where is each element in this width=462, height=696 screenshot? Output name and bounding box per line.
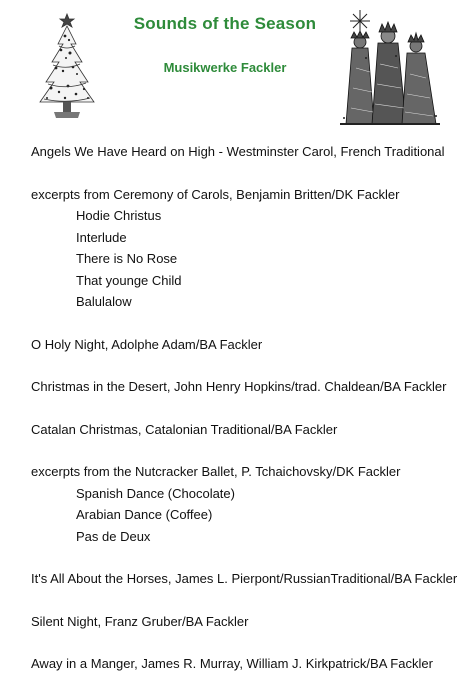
program-entry [31,184,456,313]
program-entry [31,141,456,163]
program-movement: Balulalow [76,294,132,309]
program-entry-title: Christmas in the Desert, John Henry Hopkins/trad. Chaldean/BA Fackler [31,379,447,394]
program-entry-title: excerpts from Ceremony of Carols, Benjamin Britten/DK Fackler [31,186,400,202]
page-subtitle: Musikwerke Fackler [163,60,287,75]
program-movement: There is No Rose [76,251,178,266]
program-entry [31,461,456,547]
program-entry [31,653,456,675]
program-entry [31,376,456,398]
program-entry [31,611,456,633]
program-entry-title: Away in a Manger, James R. Murray, William J. Kirkpatrick/BA Fackler [31,656,433,671]
program-movement: Spanish Dance (Chocolate) [76,485,235,501]
program-entry [31,568,456,590]
program-movement: That younge Child [76,272,182,288]
program-entry-title: O Holy Night, Adolphe Adam/BA Fackler [31,336,263,352]
page-title: Sounds of the Season [133,14,317,33]
program-movement: Interlude [76,229,127,245]
program-movement: Hodie Christus [76,208,162,223]
program-entry-title: It's All About the Horses, James L. Pierpont/RussianTraditional/BA Fackler [31,571,458,586]
program-entry-title: Catalan Christmas, Catalonian Traditional/BA Fackler [31,421,338,437]
three-kings-icon [336,8,444,128]
program-list [31,141,456,696]
program-entry [31,334,456,356]
program-entry [31,419,456,441]
program-entry-title: excerpts from the Nutcracker Ballet, P. Tchaichovsky/DK Fackler [31,464,401,479]
program-movement: Pas de Deux [76,528,151,544]
christmas-tree-icon [32,10,102,122]
program-movement: Arabian Dance (Coffee) [76,507,213,522]
program-entry-title: Silent Night, Franz Gruber/BA Fackler [31,613,249,629]
program-entry-title: Angels We Have Heard on High - Westminster Carol, French Traditional [31,144,445,159]
